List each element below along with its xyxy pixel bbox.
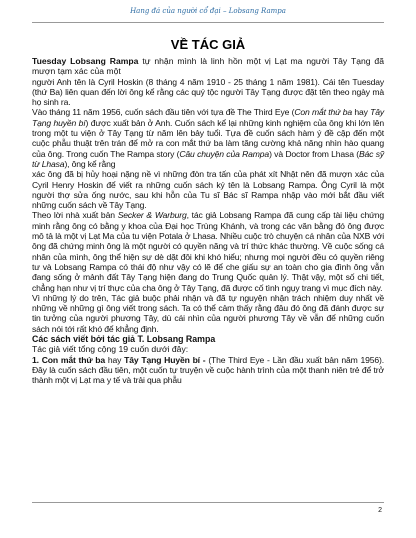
header-divider [32, 22, 384, 23]
book-title: Bác sỹ từ Lhasa [32, 148, 385, 169]
paragraph-text: (The Third Eye - Lần đầu xuất bản năm 1956). Đây là cuốn sách đầu tiên, một cuốn tự truyện về cuộc hành trình của một thanh niên trẻ để trở thành một vị Lạt ma y tế và trải qua phẫu [32, 354, 384, 386]
paragraph-text: Vào tháng 11 năm 1956, cuốn sách đầu tiên với tựa đề The Third Eye ( [32, 107, 295, 118]
paragraph-origin: người Anh tên là Cyril Hoskin (8 tháng 4 năm 1910 - 25 tháng 1 năm 1981). Cái tên Tuesday (thứ Ba) liên quan đến lời ông kể rằng các quý tộc người Tây Tạng được đặt tên theo ngày mà họ sinh ra. [32, 76, 384, 108]
page-number: 2 [378, 507, 382, 514]
book-title: Con mắt thứ ba [294, 107, 352, 118]
paragraph-publisher [32, 210, 384, 292]
book-title: Tây Tạng huyền bí [32, 107, 384, 128]
paragraph-text: , tác giả Lobsang Rampa đã cung cấp tài liệu chứng minh rằng ông có bằng y khoa của Đại học Trùng Khánh, và trong các văn bằng đó ông được mô tả là một vị Lạt Ma của tu viện Potala ở Lhasa. Nhiều cuộc trò chuyện cá nhân của NXB với ông đã chứng minh ông là một người có quyền năng và trí thức khác thường. Về cuộc sống cá nhân của mình, ông thể hiện sự dè dặt đôi khi khó hiểu; nhưng mọi người đều có quyền riêng tư và Lobsang Rampa có thái độ như vậy có lẽ để che giấu sự an toàn cho gia đình ông vẫn đang sống ở mảnh đất Tây Tạng hiện đang do Trung Quốc quản lý. Thật vậy, một số chi tiết, chẳng hạn như vị trí thực của cha ông ở Tây Tạng, đã được cố tình ngụy trang vì mục đích này. [32, 210, 385, 293]
paragraph-text: Theo lời nhà xuất bản [32, 210, 118, 221]
running-header: Hang đá của người cổ đại – Lobsang Rampa [130, 7, 286, 15]
footer-divider [32, 502, 384, 503]
author-name: Tuesday Lobsang Rampa [32, 56, 139, 66]
works-intro: Tác giả viết tổng cộng 19 cuốn dưới đây: [32, 344, 189, 355]
work-title: 1. Con mắt thứ ba [32, 354, 106, 365]
paragraph-first-book [32, 107, 384, 169]
work-title: Tây Tạng Huyền bí - [124, 354, 209, 365]
paragraph-responsibility: Vì những lý do trên, Tác giả buộc phải nhận và đã tự nguyện nhận trách nhiệm duy nhất về những về những gì ông viết trong sách. Ta có thể cảm thấy rằng đâu đó ông đã đánh được sự tin tưởng của người phương Tây, dù cái nhìn của người phương Tây về vẫn để những cuốn sách nói tới rất khó để khẳng định. [32, 292, 384, 334]
paragraph-text: ) được xuất bản ở Anh. Cuốn sách kể lại những kinh nghiệm của ông khi lớn lên trong một tu viện ở Tây Tạng từ năm lên bảy tuổi. Tựa đề cuốn sách hàm ý đề cập đến một cuộc phẫu thuật trên trán để mở ra con mắt thứ ba làm tăng cường khả năng nhìn hào quang của ông. Trong cuốn The Rampa story ( [32, 117, 384, 159]
works-heading: Các sách viết bởi tác giả T. Lobsang Rampa [32, 334, 216, 345]
paragraph-intro [32, 56, 384, 77]
book-title: Câu chuyện của Rampa [179, 148, 270, 159]
paragraph-text: ) và Doctor from Lhasa ( [269, 148, 359, 159]
document-body [32, 56, 384, 386]
works-item-1 [32, 355, 384, 386]
section-title: VỀ TÁC GIẢ [170, 37, 246, 52]
paragraph-body-swap: xác ông đã bị hủy hoại nặng nề vì những đòn tra tấn của phát xít Nhật nên đã mượn xác của Cyril Henry Hoskin để viết ra những cuốn sách ký tên là Lobsang Rampa. Ông Cyril là một người thợ sửa ống nước, sau khi hỗn của Tu sĩ Bác sĩ Rampa nhập vào mới bắt đầu viết những cuốn sách về Tây Tạng. [32, 169, 384, 211]
paragraph-text: tự nhận mình là linh hồn một vị Lạt ma người Tây Tạng đã mượn tạm xác của một [32, 56, 384, 77]
paragraph-text: hay [352, 107, 371, 118]
paragraph-text: ), ông kể rằng [64, 158, 116, 169]
publisher-name: Secker & Warburg [117, 210, 187, 221]
paragraph-text: hay [105, 354, 125, 365]
